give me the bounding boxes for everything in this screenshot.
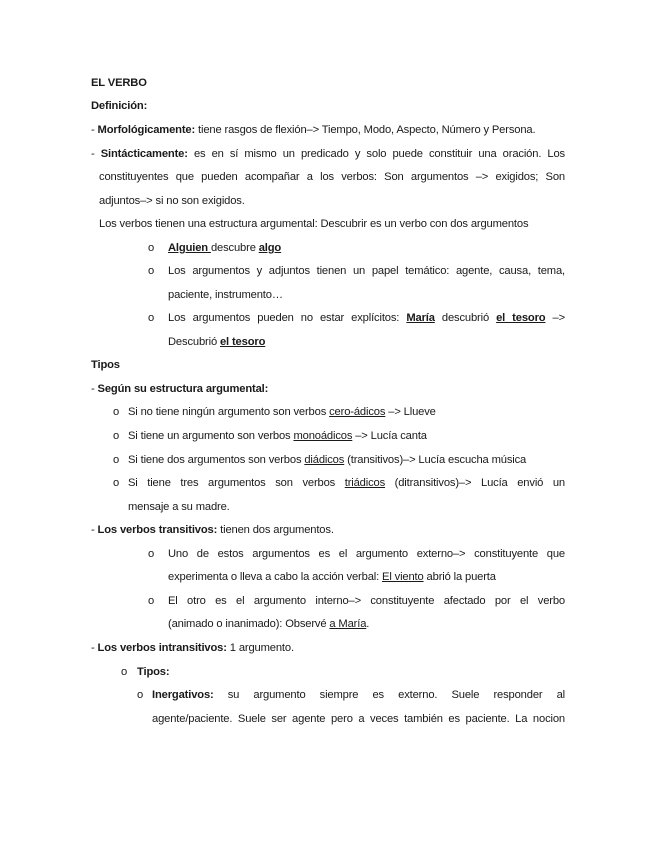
argumento-interno-pre: (animado o inanimado): Observé [168,618,330,630]
sintacticamente-text-1: es en sí mismo un predicado y solo puede constituir una oración. Los [187,148,565,160]
bullet-glyph: o [137,689,144,701]
bullet-glyph: o [148,265,155,277]
monoadicos-line [128,425,427,448]
sintacticamente-label: Sintácticamente: [100,148,188,160]
bullet-glyph: o [121,666,128,678]
estructura-argumental-line [99,213,528,236]
papel-tematico-text-2: paciente, instrumento… [168,289,283,301]
sintacticamente-text-3: adjuntos–> si no son exigidos. [99,195,245,207]
transitivos-label: Los verbos transitivos: [97,524,218,536]
diadicos-term: diádicos [304,454,345,466]
a-maria-term: a María [329,618,367,630]
doc-title-text: EL VERBO [91,77,147,89]
bullet-monoadicos [113,425,119,448]
monoadicos-term: monoádicos [293,430,353,442]
bullet-no-explicitos [148,307,154,330]
bullet-glyph: o [148,595,155,607]
argumento-interno-text-1: El otro es el argumento interno–> constituyente afectado por el verbo [168,595,565,607]
dash: - [91,524,98,536]
inergativos-text-2: agente/paciente. Suele ser agente pero a veces también es paciente. La nocion [152,713,565,725]
morfologicamente-label: Morfológicamente: [97,124,196,136]
cero-adicos-line [128,401,436,424]
definicion-heading-text: Definición: [91,100,148,112]
bullet-argumento-interno [148,590,154,613]
intransitivos-text: 1 argumento. [226,642,294,654]
triadicos-pre: Si tiene tres argumentos son verbos [128,477,345,489]
diadicos-line [128,449,526,472]
dash: - [91,148,101,160]
algo-term: algo [258,242,282,254]
alguien-term: Alguien [168,242,211,254]
bullet-cero-adicos [113,401,119,424]
monoadicos-pre: Si tiene un argumento son verbos [128,430,294,442]
tipos-sub-heading [137,661,169,684]
morfologicamente-line [91,119,535,142]
maria-term: María [406,312,435,324]
bullet-argumento-externo [148,543,154,566]
definicion-heading [91,95,147,118]
triadicos-post: (ditransitivos)–> Lucía envió un [385,477,565,489]
tipos-heading [91,354,120,377]
triadicos-line-2 [128,496,230,519]
morfologicamente-text: tiene rasgos de flexión–> Tiempo, Modo, Aspecto, Número y Persona. [195,124,536,136]
no-explicitos-line-1 [168,307,565,330]
no-explicitos-text: Los argumentos pueden no estar explícitos: [168,312,407,324]
cero-adicos-pre: Si no tiene ningún argumento son verbos [128,406,330,418]
diadicos-post: (transitivos)–> Lucía escucha música [344,454,527,466]
tipos-sub-label: Tipos: [137,666,170,678]
descubre-text: descubre [210,242,259,254]
arrow-text: –> [545,312,565,324]
descubrio-text: descubrió [434,312,497,324]
argumento-interno-line-2 [168,613,369,636]
triadicos-term: triádicos [344,477,386,489]
bullet-inergativos [137,684,143,707]
bullet-glyph: o [148,242,155,254]
estructura-argumental-text: Los verbos tienen una estructura argumental: Descubrir es un verbo con dos argumentos [99,218,529,230]
triadicos-line-1 [128,472,565,495]
bullet-glyph: o [113,406,120,418]
intransitivos-label: Los verbos intransitivos: [97,642,227,654]
sintacticamente-line-3 [99,190,245,213]
transitivos-line [91,519,334,542]
argumento-externo-line-2 [168,566,496,589]
alguien-descubre-line [168,237,281,260]
argumento-interno-line-1 [168,590,565,613]
dash: - [91,642,98,654]
argumento-interno-post: . [366,618,370,630]
intransitivos-line [91,637,294,660]
papel-tematico-line-2 [168,284,283,307]
tipos-heading-text: Tipos [91,359,120,371]
argumento-externo-line-1 [168,543,565,566]
cero-adicos-term: cero-ádicos [329,406,386,418]
papel-tematico-line-1 [168,260,565,283]
bullet-glyph: o [113,430,120,442]
descubrio-elliptic-text: Descubrió [168,336,220,348]
dash: - [91,383,98,395]
bullet-alguien [148,237,154,260]
argumento-externo-text-1: Uno de estos argumentos es el argumento externo–> constituyente que [168,548,565,560]
triadicos-text-2: mensaje a su madre. [128,501,230,513]
bullet-tipos [121,661,127,684]
bullet-papel-tematico [148,260,154,283]
diadicos-pre: Si tiene dos argumentos son verbos [128,454,305,466]
dash: - [91,124,98,136]
bullet-diadicos [113,449,119,472]
papel-tematico-text-1: Los argumentos y adjuntos tienen un papel temático: agente, causa, tema, [168,265,565,277]
el-viento-term: El viento [382,571,424,583]
monoadicos-post: –> Lucía canta [352,430,427,442]
inergativos-label: Inergativos: [152,689,214,701]
segun-estructura-line [91,378,268,401]
bullet-glyph: o [148,548,155,560]
cero-adicos-post: –> Llueve [385,406,436,418]
sintacticamente-line-2 [99,166,565,189]
el-tesoro-term-2: el tesoro [219,336,266,348]
bullet-glyph: o [148,312,155,324]
sintacticamente-text-2: constituyentes que pueden acompañar a los verbos: Son argumentos –> exigidos; Son [99,171,565,183]
bullet-triadicos [113,472,119,495]
argumento-externo-pre: experimenta o lleva a cabo la acción verbal: [168,571,383,583]
bullet-glyph: o [113,454,120,466]
no-explicitos-line-2 [168,331,265,354]
argumento-externo-post: abrió la puerta [423,571,496,583]
sintacticamente-line-1 [91,143,565,166]
bullet-glyph: o [113,477,120,489]
inergativos-text-1: su argumento siempre es externo. Suele responder al [213,689,565,701]
segun-estructura-label: Según su estructura argumental: [97,383,269,395]
inergativos-line-2 [152,708,565,731]
transitivos-text: tienen dos argumentos. [217,524,334,536]
doc-title [91,72,147,95]
inergativos-line-1 [152,684,565,707]
el-tesoro-term: el tesoro [496,312,546,324]
